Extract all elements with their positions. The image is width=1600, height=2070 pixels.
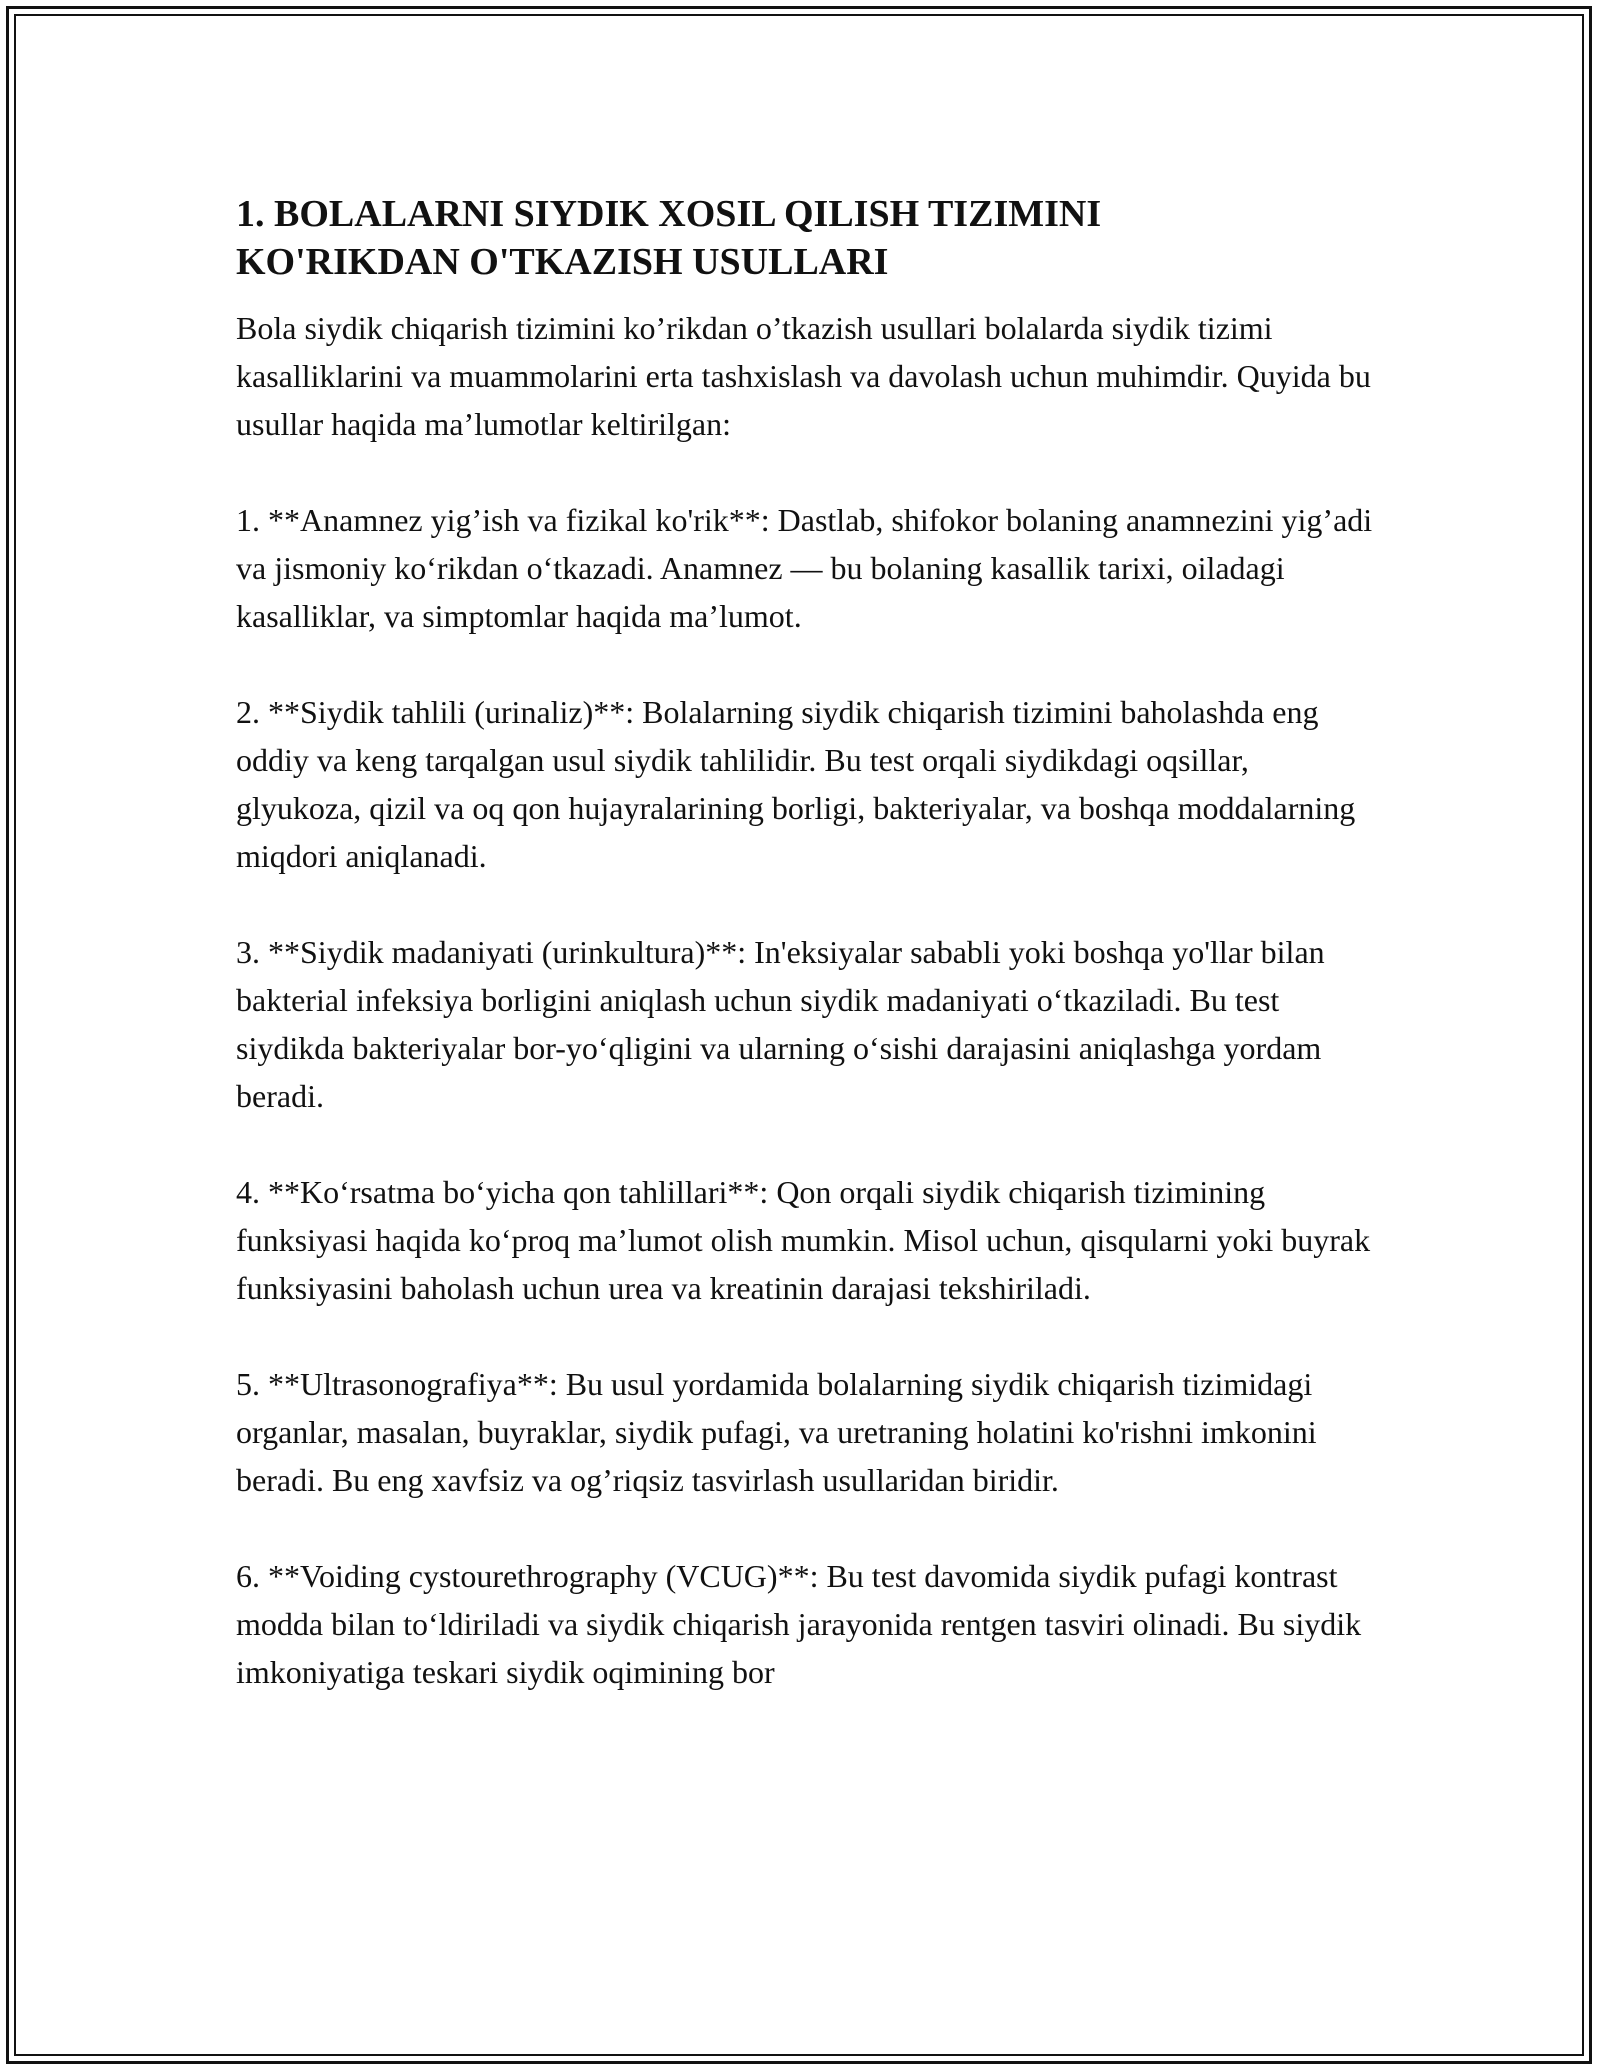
document-title [236, 190, 1376, 286]
intro-paragraph: Bola siydik chiqarish tizimini ko’rikdan o’tkazish usullari bolalarda siydik tizimi kasalliklarini va muammolarini erta tashxislash va davolash uchun muhimdir. Quyida bu usullar haqida ma’lumotlar keltirilgan: [236, 310, 1371, 442]
document-page [236, 190, 1376, 1744]
document-title-line-2: KO'RIKDAN O'TKAZISH USULLARI [236, 241, 889, 283]
list-item-urinkultura: 3. **Siydik madaniyati (urinkultura)**: In'eksiyalar sababli yoki boshqa yo'llar bilan bakterial infeksiya borligini aniqlash uchun siydik madaniyati o‘tkaziladi. Bu test siydikda bakteriyalar bor-yo‘qligini va ularning o‘sishi darajasini aniqlashga yordam beradi. [236, 934, 1325, 1114]
list-item-vcug: 6. **Voiding cystourethrography (VCUG)**: Bu test davomida siydik pufagi kontrast modda bilan to‘ldiriladi va siydik chiqarish jarayonida rentgen tasviri olinadi. Bu siydik imkoniyatiga teskari siydik oqimining bor [236, 1558, 1362, 1690]
list-item-ultrasonografiya: 5. **Ultrasonografiya**: Bu usul yordamida bolalarning siydik chiqarish tizimidagi organlar, masalan, buyraklar, siydik pufagi, va uretraning holatini ko'rishni imkonini beradi. Bu eng xavfsiz va og’riqsiz tasvirlash usullaridan biridir. [236, 1366, 1317, 1498]
list-item-anamnez: 1. **Anamnez yig’ish va fizikal ko'rik**: Dastlab, shifokor bolaning anamnezini yig’adi va jismoniy ko‘rikdan o‘tkazadi. Anamnez — bu bolaning kasallik tarixi, oiladagi kasalliklar, va simptomlar haqida ma’lumot. [236, 502, 1373, 634]
document-title-line-1: 1. BOLALARNI SIYDIK XOSIL QILISH TIZIMINI [236, 193, 1102, 235]
list-item-qon-tahlillari: 4. **Ko‘rsatma bo‘yicha qon tahlillari**: Qon orqali siydik chiqarish tizimining funksiyasi haqida ko‘proq ma’lumot olish mumkin. Misol uchun, qisqularni yoki buyrak funksiyasini baholash uchun urea va kreatinin darajasi tekshiriladi. [236, 1174, 1371, 1306]
list-item-urinaliz: 2. **Siydik tahlili (urinaliz)**: Bolalarning siydik chiqarish tizimini baholashda eng oddiy va keng tarqalgan usul siydik tahlilidir. Bu test orqali siydikdagi oqsillar, glyukoza, qizil va oq qon hujayralarining borligi, bakteriyalar, va boshqa moddalarning miqdori aniqlanadi. [236, 694, 1356, 874]
